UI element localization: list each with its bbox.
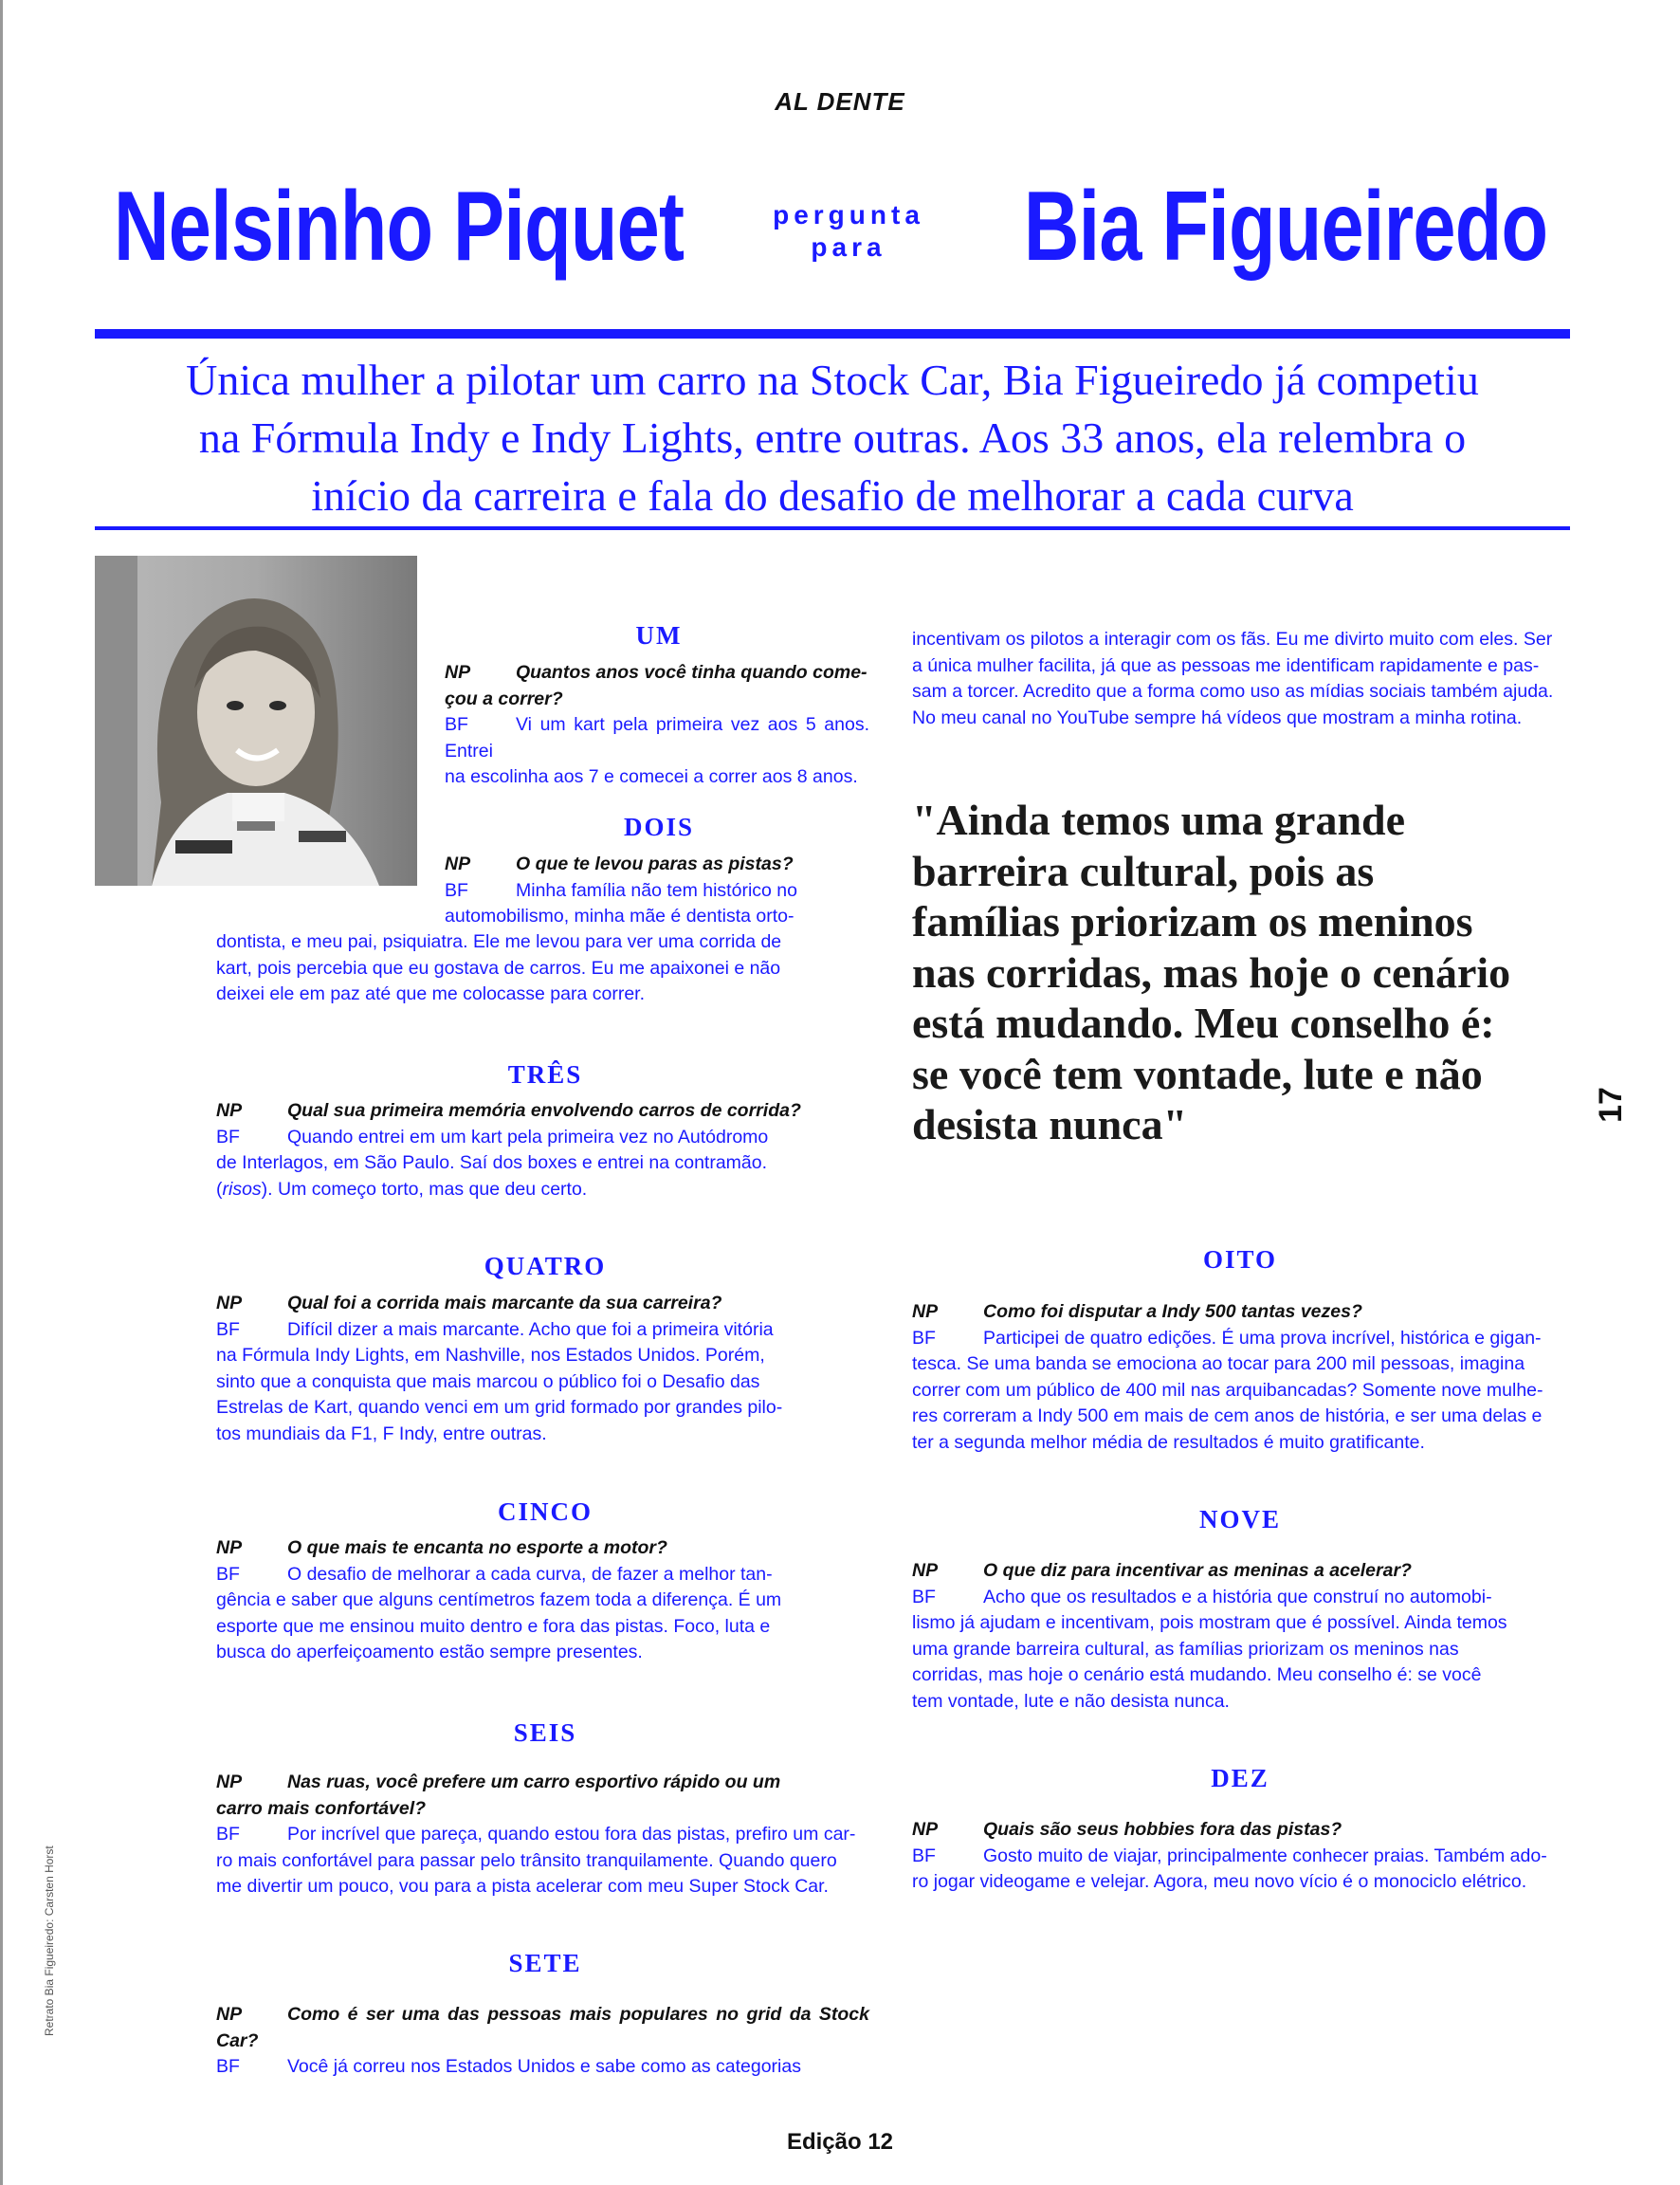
section-title-tres: TRÊS xyxy=(507,1060,583,1089)
bottom-rule xyxy=(95,526,1570,530)
np-label: NP xyxy=(912,1560,939,1581)
np-label: NP xyxy=(912,1819,939,1840)
pull-quote-line: "Ainda temos uma grande xyxy=(912,796,1406,844)
question xyxy=(912,1558,1566,1585)
answer-text: Estrelas de Kart, quando venci em um grid formado por grandes pilo- xyxy=(216,1397,783,1418)
question xyxy=(216,1535,869,1562)
deck-line: Única mulher a pilotar um carro na Stock Car, Bia Figueiredo já competiu xyxy=(186,356,1479,404)
deck-line: início da carreira e fala do desafio de melhorar a cada curva xyxy=(311,471,1354,520)
section-label: AL DENTE xyxy=(775,87,905,116)
section-title-oito: OITO xyxy=(1202,1245,1278,1274)
answer-text: dontista, e meu pai, psiquiatra. Ele me levou para ver uma corrida de xyxy=(216,931,782,952)
answer xyxy=(445,712,869,764)
answer-text: No meu canal no YouTube sempre há vídeos que mostram a minha rotina. xyxy=(912,707,1523,728)
question-text: carro mais confortável? xyxy=(216,1797,427,1819)
answer-text: tem vontade, lute e não desista nunca. xyxy=(912,1690,1230,1712)
answer-tail: ). Um começo torto, mas que deu certo. xyxy=(261,1178,588,1200)
bf-label: BF xyxy=(216,2056,240,2077)
qa-block-cinco xyxy=(216,1535,869,1666)
answer-text: lismo já ajudam e incentivam, pois mostram que é possível. Ainda temos xyxy=(912,1612,1507,1633)
pull-quote-line: se você tem vontade, lute e não xyxy=(912,1049,1483,1098)
page-edge-line xyxy=(0,0,3,2185)
answer-text: kart, pois percebia que eu gostava de carros. Eu me apaixonei e não xyxy=(216,957,781,979)
qa-block-tres xyxy=(216,1098,869,1203)
qa-block-dois xyxy=(445,852,869,930)
answer-text: res correram a Indy 500 em mais de cem anos de história, e ser uma delas e xyxy=(912,1405,1543,1426)
section-title-quatro: QUATRO xyxy=(484,1252,607,1280)
interviewer-name: Nelsinho Piquet xyxy=(114,172,685,282)
page-number: 17 xyxy=(1593,1087,1629,1123)
answer-text: sam a torcer. Acredito que a forma como uso as mídias sociais também ajuda. xyxy=(912,681,1554,702)
section-title-nove: NOVE xyxy=(1198,1505,1281,1533)
italic-risos: risos xyxy=(222,1178,262,1200)
question xyxy=(216,1770,869,1796)
answer-text: deixei ele em paz até que me colocasse para correr. xyxy=(216,983,645,1004)
deck-line: na Fórmula Indy e Indy Lights, entre outras. Aos 33 anos, ela relembra o xyxy=(198,413,1467,462)
question-text: Nas ruas, você prefere um carro esportivo rápido ou um xyxy=(287,1772,781,1792)
answer xyxy=(912,1326,1566,1352)
answer-text: O desafio de melhorar a cada curva, de fazer a melhor tan- xyxy=(287,1563,773,1585)
question xyxy=(445,852,869,878)
answer-text: Quando entrei em um kart pela primeira vez no Autódromo xyxy=(287,1126,769,1148)
question-text: Qual sua primeira memória envolvendo carros de corrida? xyxy=(287,1100,801,1121)
np-label: NP xyxy=(912,1301,939,1322)
np-label: NP xyxy=(216,1537,243,1558)
question-text: O que te levou paras as pistas? xyxy=(516,854,794,874)
question xyxy=(216,2002,869,2054)
qa-block-sete xyxy=(216,2002,869,2081)
answer-text: a única mulher facilita, já que as pessoas me identificam rapidamente e pas- xyxy=(912,654,1540,676)
bf-label: BF xyxy=(912,1327,936,1349)
question xyxy=(912,1299,1566,1326)
footer-edition: Edição 12 xyxy=(786,2129,894,2155)
answer-text: automobilismo, minha mãe é dentista orto- xyxy=(445,906,794,927)
answer xyxy=(216,2054,869,2081)
portrait-photo xyxy=(95,556,417,886)
answer xyxy=(912,1585,1566,1611)
section-title-dois: DOIS xyxy=(623,813,695,841)
bf-label: BF xyxy=(912,1586,936,1607)
section-title-dez: DEZ xyxy=(1211,1764,1269,1792)
question xyxy=(216,1098,869,1125)
qa-block-nove xyxy=(912,1558,1566,1715)
qa-block-um xyxy=(445,660,869,791)
bf-label: BF xyxy=(216,1563,240,1585)
answer-text: sinto que a conquista que mais marcou o público foi o Desafio das xyxy=(216,1370,760,1392)
pull-quote-line: barreira cultural, pois as xyxy=(912,846,1375,895)
qa-block-oito xyxy=(912,1299,1566,1456)
answer-text: Gosto muito de viajar, principalmente conhecer praias. Também ado- xyxy=(983,1845,1547,1866)
answer xyxy=(216,1822,869,1848)
question-text: Como foi disputar a Indy 500 tantas vezes? xyxy=(983,1301,1362,1322)
answer-text: Acho que os resultados e a história que construí no automobi- xyxy=(983,1586,1492,1607)
answer xyxy=(445,878,869,905)
question-text: O que diz para incentivar as meninas a acelerar? xyxy=(983,1560,1412,1581)
answer-text: gência e saber que alguns centímetros fazem toda a diferença. É um xyxy=(216,1589,782,1610)
answer-text: ro mais confortável para passar pelo trânsito tranquilamente. Quando quero xyxy=(216,1849,837,1871)
answer-text: Vi um kart pela primeira vez aos 5 anos. Entrei xyxy=(445,714,869,762)
answer-text: na escolinha aos 7 e comecei a correr aos 8 anos. xyxy=(445,766,858,787)
pull-quote-line: nas corridas, mas hoje o cenário xyxy=(912,947,1511,997)
np-label: NP xyxy=(216,2004,243,2025)
top-rule xyxy=(95,329,1570,339)
answer-text: Você já correu nos Estados Unidos e sabe como as categorias xyxy=(287,2056,801,2077)
question-text: çou a correr? xyxy=(445,688,563,709)
answer-text: uma grande barreira cultural, as famílias priorizam os meninos nas xyxy=(912,1638,1459,1660)
answer-text: tos mundiais da F1, F Indy, entre outras. xyxy=(216,1423,547,1444)
answer-text: me divertir um pouco, vou para a pista acelerar com meu Super Stock Car. xyxy=(216,1876,829,1897)
qa-block-seis xyxy=(216,1770,869,1900)
answer xyxy=(216,1562,869,1588)
answer-text: correr com um público de 400 mil nas arquibancadas? Somente nove mulhe- xyxy=(912,1379,1543,1401)
section-title-um: UM xyxy=(635,621,683,650)
qa-block-sete-cont xyxy=(912,627,1566,731)
bf-label: BF xyxy=(216,1318,240,1340)
deck xyxy=(95,351,1570,524)
section-title-sete: SETE xyxy=(508,1949,582,1977)
answer-text: Difícil dizer a mais marcante. Acho que foi a primeira vitória xyxy=(287,1318,774,1340)
pull-quote-line: famílias priorizam os meninos xyxy=(912,897,1473,946)
pull-quote-line: está mudando. Meu conselho é: xyxy=(912,999,1495,1047)
answer-text xyxy=(216,1177,869,1203)
pull-quote-line: desista nunca" xyxy=(912,1100,1188,1148)
bf-label: BF xyxy=(912,1845,936,1866)
np-label: NP xyxy=(216,1293,243,1313)
section-title-seis: SEIS xyxy=(513,1718,577,1747)
answer-text: tesca. Se uma banda se emociona ao tocar para 200 mil pessoas, imagina xyxy=(912,1353,1525,1374)
connector-line-1: pergunta xyxy=(773,200,924,230)
interviewee-name: Bia Figueiredo xyxy=(1023,172,1547,282)
bf-label: BF xyxy=(216,1126,240,1148)
question-text: Qual foi a corrida mais marcante da sua carreira? xyxy=(287,1293,722,1313)
answer-text: de Interlagos, em São Paulo. Saí dos boxes e entrei na contramão. xyxy=(216,1152,768,1173)
answer-text: Participei de quatro edições. É uma prova incrível, histórica e gigan- xyxy=(983,1327,1542,1349)
portrait-illustration xyxy=(95,556,417,886)
answer xyxy=(216,1317,869,1344)
np-label: NP xyxy=(216,1100,243,1121)
qa-block-dois-cont xyxy=(216,929,869,1008)
question-text: O que mais te encanta no esporte a motor? xyxy=(287,1537,667,1558)
answer-text: Por incrível que pareça, quando estou fora das pistas, prefiro um car- xyxy=(287,1824,856,1845)
answer-text: busca do aperfeiçoamento estão sempre presentes. xyxy=(216,1642,643,1662)
question-text: Quantos anos você tinha quando come- xyxy=(516,662,867,683)
qa-block-quatro xyxy=(216,1291,869,1447)
connector-line-2: para xyxy=(811,232,886,262)
title-connector xyxy=(740,199,958,264)
np-label: NP xyxy=(445,662,471,683)
question-text: Como é ser uma das pessoas mais populares no grid da Stock Car? xyxy=(216,2004,869,2051)
photo-credit: Retrato Bia Figueiredo: Carsten Horst xyxy=(43,1845,56,2036)
section-title-cinco: CINCO xyxy=(497,1497,593,1526)
answer xyxy=(216,1125,869,1151)
answer xyxy=(912,1844,1566,1870)
answer-text: ter a segunda melhor média de resultados é muito gratificante. xyxy=(912,1431,1425,1453)
bf-label: BF xyxy=(216,1824,240,1845)
answer-text: ro jogar videogame e velejar. Agora, meu novo vício é o monociclo elétrico. xyxy=(912,1871,1527,1892)
question xyxy=(912,1817,1566,1844)
answer-text: na Fórmula Indy Lights, em Nashville, nos Estados Unidos. Porém, xyxy=(216,1345,765,1366)
qa-block-dez xyxy=(912,1817,1566,1896)
np-label: NP xyxy=(445,854,471,874)
answer-text: Minha família não tem histórico no xyxy=(516,879,797,901)
np-label: NP xyxy=(216,1772,243,1792)
pull-quote xyxy=(912,795,1576,1150)
answer-text: esporte que me ensinou muito dentro e fora das pistas. Foco, luta e xyxy=(216,1615,771,1637)
answer-text: incentivam os pilotos a interagir com os fãs. Eu me divirto muito com eles. Ser xyxy=(912,629,1553,650)
bf-label: BF xyxy=(445,879,468,901)
bf-label: BF xyxy=(445,714,468,735)
question xyxy=(445,660,869,687)
question-text: Quais são seus hobbies fora das pistas? xyxy=(983,1819,1342,1840)
paren-open: ( xyxy=(216,1178,223,1200)
question xyxy=(216,1291,869,1317)
answer-text: corridas, mas hoje o cenário está mudando. Meu conselho é: se você xyxy=(912,1664,1482,1685)
